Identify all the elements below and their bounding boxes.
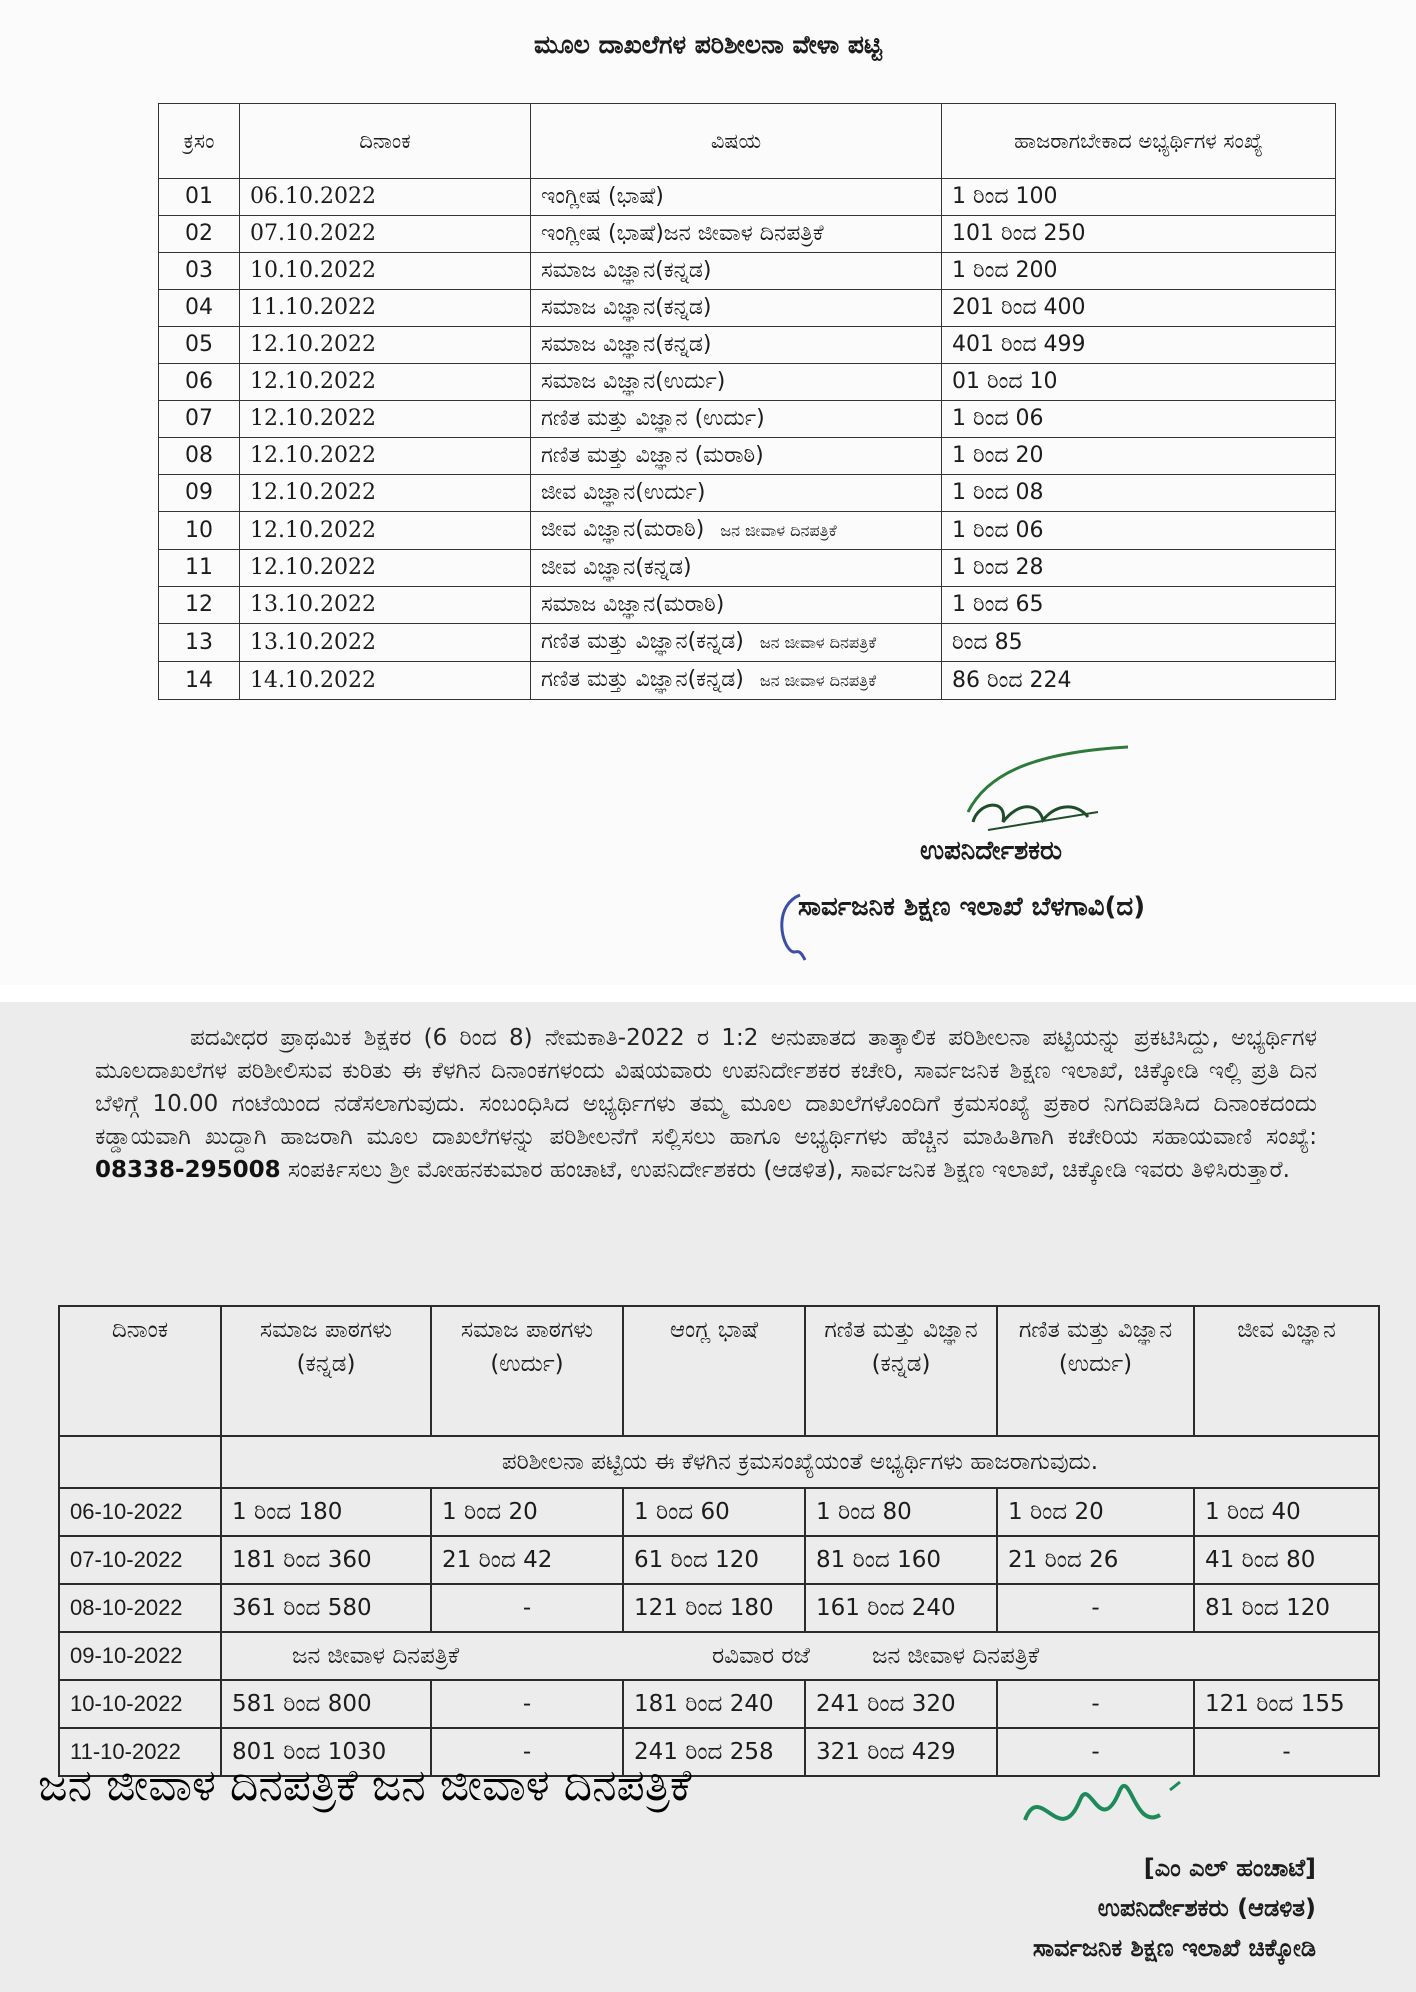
date-cell: 12.10.2022 bbox=[240, 438, 531, 475]
range-cell: 401 ರಿಂದ 499 bbox=[942, 327, 1336, 364]
date-cell: 06.10.2022 bbox=[240, 179, 531, 216]
newspaper-watermark: ಜನ ಜೀವಾಳ ದಿನಪತ್ರಿಕೆ bbox=[292, 1643, 460, 1669]
subject-cell: ಗಣಿತ ಮತ್ತು ವಿಜ್ಞಾನ(ಕನ್ನಡ) ಜನ ಜೀವಾಳ ದಿನಪತ್ರಿಕೆ bbox=[531, 662, 942, 700]
header-english: ಆಂಗ್ಲ ಭಾಷೆ bbox=[623, 1306, 805, 1436]
subject-cell: ಸಮಾಜ ವಿಜ್ಞಾನ(ಕನ್ನಡ) bbox=[531, 290, 942, 327]
range-cell: 181 ರಿಂದ 240 bbox=[623, 1680, 805, 1728]
subject-cell: ಗಣಿತ ಮತ್ತು ವಿಜ್ಞಾನ (ಮರಾಠಿ) bbox=[531, 438, 942, 475]
range-cell: 1 ರಿಂದ 200 bbox=[942, 253, 1336, 290]
subject-cell: ಸಮಾಜ ವಿಜ್ಞಾನ(ಕನ್ನಡ) bbox=[531, 253, 942, 290]
date-cell: 12.10.2022 bbox=[240, 475, 531, 512]
sig-office: ಸಾರ್ವಜನಿಕ ಶಿಕ್ಷಣ ಇಲಾಖೆ ಚಿಕ್ಕೋಡಿ bbox=[1032, 1934, 1316, 1962]
range-cell: 1 ರಿಂದ 28 bbox=[942, 550, 1336, 587]
range-cell: 101 ರಿಂದ 250 bbox=[942, 216, 1336, 253]
attendance-note: ಪರಿಶೀಲನಾ ಪಟ್ಟಿಯ ಈ ಕೆಳಗಿನ ಕ್ರಮಸಂಖ್ಯೆಯಂತೆ ಅಭ್ಯರ್ಥಿಗಳು ಹಾಜರಾಗುವುದು. bbox=[221, 1436, 1379, 1488]
subject-cell: ಗಣಿತ ಮತ್ತು ವಿಜ್ಞಾನ (ಉರ್ದು) bbox=[531, 401, 942, 438]
range-cell: 201 ರಿಂದ 400 bbox=[942, 290, 1336, 327]
serial-cell: 02 bbox=[159, 216, 240, 253]
range-cell: 1 ರಿಂದ 06 bbox=[942, 401, 1336, 438]
subject-cell: ಜೀವ ವಿಜ್ಞಾನ(ಕನ್ನಡ) bbox=[531, 550, 942, 587]
range-cell: 1 ರಿಂದ 20 bbox=[431, 1488, 623, 1536]
table-row bbox=[159, 512, 1336, 550]
date-cell: 07-10-2022 bbox=[59, 1536, 221, 1584]
header-maths-urdu: ಗಣಿತ ಮತ್ತು ವಿಜ್ಞಾನ (ಉರ್ದು) bbox=[997, 1306, 1194, 1436]
table-row bbox=[159, 179, 1336, 216]
date-cell: 10.10.2022 bbox=[240, 253, 531, 290]
signature-block-lower bbox=[1033, 1848, 1316, 1968]
date-cell: 13.10.2022 bbox=[240, 624, 531, 662]
range-cell: 801 ರಿಂದ 1030 bbox=[221, 1728, 431, 1776]
serial-cell: 03 bbox=[159, 253, 240, 290]
date-cell: 12.10.2022 bbox=[240, 327, 531, 364]
date-cell: 12.10.2022 bbox=[240, 550, 531, 587]
subject-date-table bbox=[58, 1305, 1380, 1777]
holiday-label: ರವಿವಾರ ರಜೆ bbox=[712, 1643, 810, 1669]
range-cell: 181 ರಿಂದ 360 bbox=[221, 1536, 431, 1584]
range-cell: 1 ರಿಂದ 06 bbox=[942, 512, 1336, 550]
signature-office-upper: ಸಾರ್ವಜನಿಕ ಶಿಕ್ಷಣ ಇಲಾಖೆ ಬೆಳಗಾವಿ(ದ) bbox=[798, 892, 1146, 922]
table-row bbox=[159, 587, 1336, 624]
range-cell: 1 ರಿಂದ 60 bbox=[623, 1488, 805, 1536]
range-cell: - bbox=[997, 1728, 1194, 1776]
range-cell: 21 ರಿಂದ 26 bbox=[997, 1536, 1194, 1584]
serial-cell: 08 bbox=[159, 438, 240, 475]
range-cell: - bbox=[431, 1584, 623, 1632]
range-cell: 121 ರಿಂದ 155 bbox=[1194, 1680, 1379, 1728]
header-serial: ಕ್ರಸಂ bbox=[159, 104, 240, 179]
empty-cell bbox=[59, 1436, 221, 1488]
subject-cell: ಇಂಗ್ಲೀಷ (ಭಾಷೆ)ಜನ ಜೀವಾಳ ದಿನಪತ್ರಿಕೆ bbox=[531, 216, 942, 253]
range-cell: 321 ರಿಂದ 429 bbox=[805, 1728, 997, 1776]
range-cell: 41 ರಿಂದ 80 bbox=[1194, 1536, 1379, 1584]
table-header-row bbox=[159, 104, 1336, 179]
date-cell: 09-10-2022 bbox=[59, 1632, 221, 1680]
date-cell: 12.10.2022 bbox=[240, 401, 531, 438]
subject-cell: ಜೀವ ವಿಜ್ಞಾನ(ಉರ್ದು) bbox=[531, 475, 942, 512]
table-row bbox=[159, 253, 1336, 290]
date-cell: 11-10-2022 bbox=[59, 1728, 221, 1776]
range-cell: 121 ರಿಂದ 180 bbox=[623, 1584, 805, 1632]
table-row bbox=[59, 1584, 1379, 1632]
date-cell: 08-10-2022 bbox=[59, 1584, 221, 1632]
range-cell: 86 ರಿಂದ 224 bbox=[942, 662, 1336, 700]
serial-cell: 06 bbox=[159, 364, 240, 401]
subject-cell: ಸಮಾಜ ವಿಜ್ಞಾನ(ಉರ್ದು) bbox=[531, 364, 942, 401]
date-cell: 14.10.2022 bbox=[240, 662, 531, 700]
range-cell: 81 ರಿಂದ 120 bbox=[1194, 1584, 1379, 1632]
range-cell: 1 ರಿಂದ 100 bbox=[942, 179, 1336, 216]
range-cell: 1 ರಿಂದ 180 bbox=[221, 1488, 431, 1536]
table-row bbox=[159, 364, 1336, 401]
serial-cell: 07 bbox=[159, 401, 240, 438]
header-maths-kannada: ಗಣಿತ ಮತ್ತು ವಿಜ್ಞಾನ (ಕನ್ನಡ) bbox=[805, 1306, 997, 1436]
table-header-row bbox=[59, 1306, 1379, 1436]
notice-paragraph: ಪದವೀಧರ ಪ್ರಾಥಮಿಕ ಶಿಕ್ಷಕರ (6 ರಿಂದ 8) ನೇಮಕಾತಿ-2022 ರ 1:2 ಅನುಪಾತದ ತಾತ್ಕಾಲಿಕ ಪರಿಶೀಲನಾ ಪಟ್ಟಿಯನ್ನು ಪ್ರಕಟಿಸಿದ್ದು, ಅಭ್ಯರ್ಥಿಗಳ ಮೂಲದಾಖಲೆಗಳ ಪರಿಶೀಲಿಸುವ ಕುರಿತು ಈ ಕೆಳಗಿನ ದಿನಾಂಕಗಳಂದು ವಿಷಯವಾರು ಉಪನಿರ್ದೇಶಕರ ಕಚೇರಿ, ಸಾರ್ವಜನಿಕ ಶಿಕ್ಷಣ ಇಲಾಖೆ, ಚಿಕ್ಕೋಡಿ ಇಲ್ಲಿ ಪ್ರತಿ ದಿನ ಬೆಳಿಗ್ಗೆ 10.00 ಗಂಟೆಯಿಂದ ನಡೆಸಲಾಗುವುದು. ಸಂಬಂಧಿಸಿದ ಅಭ್ಯರ್ಥಿಗಳು ತಮ್ಮ ಮೂಲ ದಾಖಲೆಗಳೊಂದಿಗೆ ಕ್ರಮಸಂಖ್ಯೆ ಪ್ರಕಾರ ನಿಗದಿಪಡಿಸಿದ ದಿನಾಂಕದಂದು ಕಡ್ಡಾಯವಾಗಿ ಖುದ್ದಾಗಿ ಹಾಜರಾಗಿ ಮೂಲ ದಾಖಲೆಗಳನ್ನು ಪರಿಶೀಲನೆಗೆ ಸಲ್ಲಿಸಲು ಹಾಗೂ ಅಭ್ಯರ್ಥಿಗಳು ಹೆಚ್ಚಿನ ಮಾಹಿತಿಗಾಗಿ ಕಚೇರಿಯ ಸಹಾಯವಾಣಿ ಸಂಖ್ಯೆ: 08338-295008 ಸಂಪರ್ಕಿಸಲು ಶ್ರೀ ಮೋಹನಕುಮಾರ ಹಂಚಾಟೆ, ಉಪನಿರ್ದೇಶಕರು (ಆಡಳಿತ), ಸಾರ್ವಜನಿಕ ಶಿಕ್ಷಣ ಇಲಾಖೆ, ಚಿಕ್ಕೋಡಿ ಇವರು ತಿಳಿಸಿರುತ್ತಾರೆ. bbox=[95, 1025, 1317, 1183]
newspaper-watermark: ಜನ ಜೀವಾಳ ದಿನಪತ್ರಿಕೆ bbox=[720, 521, 837, 540]
range-cell: 1 ರಿಂದ 65 bbox=[942, 587, 1336, 624]
range-cell: 01 ರಿಂದ 10 bbox=[942, 364, 1336, 401]
table-row bbox=[159, 401, 1336, 438]
sig-designation: ಉಪನಿರ್ದೇಶಕರು bbox=[920, 836, 1062, 866]
table-row bbox=[159, 327, 1336, 364]
upper-document bbox=[0, 0, 1416, 985]
range-cell: 241 ರಿಂದ 320 bbox=[805, 1680, 997, 1728]
serial-cell: 11 bbox=[159, 550, 240, 587]
range-cell: 61 ರಿಂದ 120 bbox=[623, 1536, 805, 1584]
header-social-urdu: ಸಮಾಜ ಪಾಠಗಳು (ಉರ್ದು) bbox=[431, 1306, 623, 1436]
date-cell: 12.10.2022 bbox=[240, 512, 531, 550]
header-life-science: ಜೀವ ವಿಜ್ಞಾನ bbox=[1194, 1306, 1379, 1436]
table-row bbox=[59, 1680, 1379, 1728]
table-row bbox=[159, 662, 1336, 700]
signature-block-upper bbox=[920, 836, 1062, 867]
table-row bbox=[159, 624, 1336, 662]
serial-cell: 14 bbox=[159, 662, 240, 700]
table-row bbox=[159, 290, 1336, 327]
date-cell: 13.10.2022 bbox=[240, 587, 531, 624]
serial-cell: 13 bbox=[159, 624, 240, 662]
range-cell: 1 ರಿಂದ 40 bbox=[1194, 1488, 1379, 1536]
newspaper-watermark: ಜನ ಜೀವಾಳ ದಿನಪತ್ರಿಕೆ bbox=[759, 671, 877, 690]
range-cell: - bbox=[1194, 1728, 1379, 1776]
serial-cell: 01 bbox=[159, 179, 240, 216]
range-cell: 161 ರಿಂದ 240 bbox=[805, 1584, 997, 1632]
range-cell: 1 ರಿಂದ 20 bbox=[997, 1488, 1194, 1536]
subject-cell: ಇಂಗ್ಲೀಷ (ಭಾಷೆ) bbox=[531, 179, 942, 216]
subject-cell: ಜೀವ ವಿಜ್ಞಾನ(ಮರಾಠಿ) ಜನ ಜೀವಾಳ ದಿನಪತ್ರಿಕೆ bbox=[531, 512, 942, 550]
subject-cell: ಸಮಾಜ ವಿಜ್ಞಾನ(ಕನ್ನಡ) bbox=[531, 327, 942, 364]
helpline-number: 08338-295008 bbox=[95, 1157, 281, 1183]
range-cell: 241 ರಿಂದ 258 bbox=[623, 1728, 805, 1776]
range-cell: 361 ರಿಂದ 580 bbox=[221, 1584, 431, 1632]
schedule-title: ಮೂಲ ದಾಖಲೆಗಳ ಪರಿಶೀಲನಾ ವೇಳಾ ಪಟ್ಟಿ bbox=[533, 30, 883, 59]
range-cell: 21 ರಿಂದ 42 bbox=[431, 1536, 623, 1584]
range-cell: - bbox=[997, 1680, 1194, 1728]
serial-cell: 04 bbox=[159, 290, 240, 327]
header-date: ದಿನಾಂಕ bbox=[240, 104, 531, 179]
serial-cell: 10 bbox=[159, 512, 240, 550]
serial-cell: 09 bbox=[159, 475, 240, 512]
table-row bbox=[159, 438, 1336, 475]
range-cell: - bbox=[431, 1680, 623, 1728]
table-row bbox=[59, 1536, 1379, 1584]
serial-cell: 05 bbox=[159, 327, 240, 364]
note-row bbox=[59, 1436, 1379, 1488]
range-cell: - bbox=[997, 1584, 1194, 1632]
subject-cell: ಗಣಿತ ಮತ್ತು ವಿಜ್ಞಾನ(ಕನ್ನಡ) ಜನ ಜೀವಾಳ ದಿನಪತ್ರಿಕೆ bbox=[531, 624, 942, 662]
range-cell: 1 ರಿಂದ 80 bbox=[805, 1488, 997, 1536]
range-cell: 581 ರಿಂದ 800 bbox=[221, 1680, 431, 1728]
header-subject: ವಿಷಯ bbox=[531, 104, 942, 179]
sig-name: [ಎಂ ಎಲ್ ಹಂಚಾಟೆ] bbox=[1143, 1854, 1316, 1882]
date-cell: 10-10-2022 bbox=[59, 1680, 221, 1728]
holiday-row bbox=[59, 1632, 1379, 1680]
verification-schedule-table bbox=[158, 103, 1336, 700]
table-row bbox=[159, 550, 1336, 587]
subject-cell: ಸಮಾಜ ವಿಜ್ಞಾನ(ಮರಾಠಿ) bbox=[531, 587, 942, 624]
table-row bbox=[159, 475, 1336, 512]
header-social-kannada: ಸಮಾಜ ಪಾಠಗಳು (ಕನ್ನಡ) bbox=[221, 1306, 431, 1436]
holiday-cell bbox=[221, 1632, 1379, 1680]
newspaper-watermark: ಜನ ಜೀವಾಳ ದಿನಪತ್ರಿಕೆ bbox=[759, 633, 877, 652]
sig-designation: ಉಪನಿರ್ದೇಶಕರು (ಆಡಳಿತ) bbox=[1097, 1894, 1316, 1922]
newspaper-watermark: ಜನ ಜೀವಾಳ ದಿನಪತ್ರಿಕೆ bbox=[872, 1643, 1040, 1669]
range-cell: - bbox=[431, 1728, 623, 1776]
signature-scribble-lower bbox=[1010, 1760, 1230, 1860]
signature-scribble bbox=[948, 742, 1148, 847]
range-cell: 1 ರಿಂದ 20 bbox=[942, 438, 1336, 475]
header-date: ದಿನಾಂಕ bbox=[59, 1306, 221, 1436]
table-row bbox=[59, 1488, 1379, 1536]
table-row bbox=[159, 216, 1336, 253]
date-cell: 06-10-2022 bbox=[59, 1488, 221, 1536]
range-cell: ರಿಂದ 85 bbox=[942, 624, 1336, 662]
serial-cell: 12 bbox=[159, 587, 240, 624]
date-cell: 12.10.2022 bbox=[240, 364, 531, 401]
date-cell: 11.10.2022 bbox=[240, 290, 531, 327]
newspaper-watermark: ಜನ ಜೀವಾಳ ದಿನಪತ್ರಿಕೆ ಜನ ಜೀವಾಳ ದಿನಪತ್ರಿಕೆ bbox=[38, 1760, 692, 1811]
header-candidate-count: ಹಾಜರಾಗಬೇಕಾದ ಅಭ್ಯರ್ಥಿಗಳ ಸಂಖ್ಯೆ bbox=[942, 104, 1336, 179]
date-cell: 07.10.2022 bbox=[240, 216, 531, 253]
range-cell: 81 ರಿಂದ 160 bbox=[805, 1536, 997, 1584]
range-cell: 1 ರಿಂದ 08 bbox=[942, 475, 1336, 512]
